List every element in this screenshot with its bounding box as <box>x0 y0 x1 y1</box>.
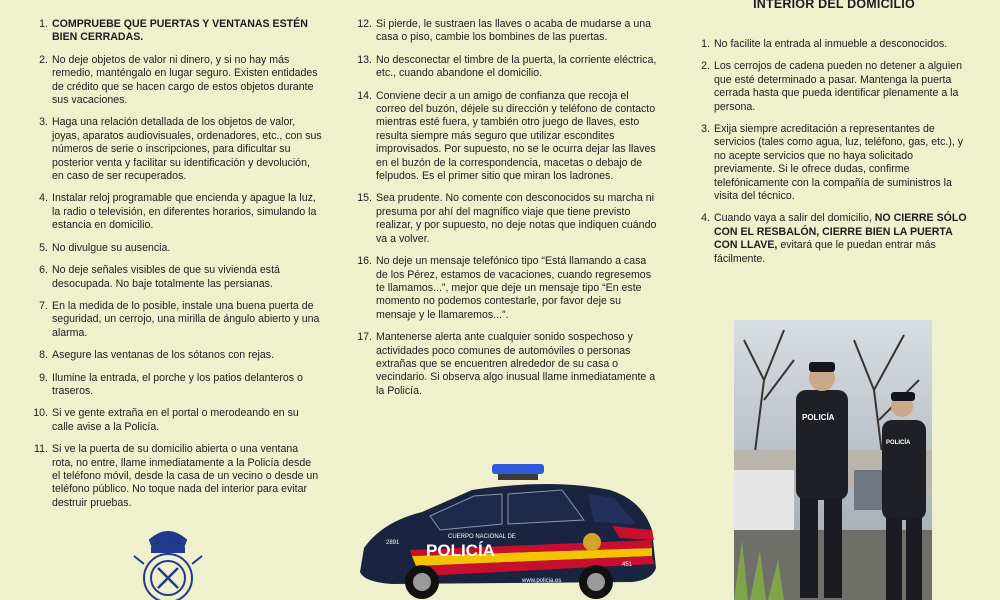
list-item: 7. En la medida de lo posible, instale una buena puerta de seguridad, un cerrojo, una mirilla de ángulo abierto y una alarma. <box>39 299 320 339</box>
list-item: 4. Instalar reloj programable que encienda y apague la luz, la radio o televisión, en diferentes horarios, simulando la estancia en domicilio. <box>39 192 317 232</box>
list-item: 1. COMPRUEBE QUE PUERTAS Y VENTANAS ESTÉN BIEN CERRADAS. <box>39 18 308 44</box>
list-item: 15. Sea prudente. No comente con desconocidos su marcha ni presuma por ahí del magnífico viaje que tiene previsto realizar, y por supuesto, no deje notas que indiquen cuándo va a volver. <box>357 192 657 245</box>
list-item: 6. No deje señales visibles de que su vivienda está desocupada. No baje totalmente las persianas. <box>39 264 280 290</box>
list-item: 1. No facilite la entrada al inmueble a desconocidos. <box>701 38 948 50</box>
list-item: 3. Exija siempre acreditación a representantes de servicios (tales como agua, luz, teléfono, gas, etc.), y no acepte servicios que no haya solicitado previamente. Si le ofrece dudas, confirme telefónicamente con la compañía de suministros la visita del técnico. <box>701 123 964 203</box>
list-right <box>692 38 976 266</box>
list-item: 13. No desconectar el timbre de la puerta, la corriente eléctrica, etc., cuando abandone el domicilio. <box>357 53 657 80</box>
police-officers-photo <box>734 320 932 600</box>
column-right <box>692 0 976 275</box>
list-left <box>30 18 322 510</box>
police-emblem-icon <box>128 526 208 600</box>
list-item: 2. No deje objetos de valor ni dinero, y si no hay más remedio, manténgalo en lugar seguro. Existen entidades de crédito que se hacen cargo de estos objetos durante sus vacaciones. <box>39 53 318 107</box>
list-item: 12. Si pierde, le sustraen las llaves o acaba de mudarse a una casa o piso, cambie los bombines de las puertas. <box>357 18 652 44</box>
list-item: 14. Conviene decir a un amigo de confianza que recoja el correo del buzón, déjele su dirección y teléfono de contacto mientras esté fuera, y también otro juego de llaves, esto resulta siempre más seguro que utilizar escondites improvisados. Por supuesto, no se le ocurra dejar las llaves en el buzón de la correspondencia, macetas o debajo de felpudos. Es el primer sitio que miran los ladrones. <box>357 89 656 183</box>
list-item: 4. Cuando vaya a salir del domicilio, NO CIERRE SÓLO CON EL RESBALÓN, CIERRE BIEN LA PUERTA CON LLAVE, evitará que le puedan entrar más fácilmente. <box>701 212 967 265</box>
list-item: 10. Si ve gente extraña en el portal o merodeando en su calle avise a la Policía. <box>33 407 299 433</box>
car-web: www.policia.es <box>522 578 562 584</box>
list-item: 17. Mantenerse alerta ante cualquier sonido sospechoso y actividades poco comunes de automóviles o personas extrañas que se encuentren alrededor de su casa o vecindario. Si observa algo inusual llame inmediatamente a la Policía. <box>357 331 656 397</box>
car-label: POLICÍA <box>426 541 495 560</box>
column-middle <box>354 0 658 407</box>
list-item: 9. Ilumine la entrada, el porche y los patios delanteros o traseros. <box>39 371 303 397</box>
list-item: 2. Los cerrojos de cadena pueden no detener a alguien que esté determinado a pasar. Mantenga la puerta cerrada hasta que pueda identificar plenamente a la persona. <box>701 60 962 113</box>
car-number: 2891 <box>386 540 400 546</box>
list-item: 3. Haga una relación detallada de los objetos de valor, joyas, aparatos audiovisuales, ordenadores, etc., con sus números de serie o inscripciones, para dificultar su posterior venta y facilitar su identificación y devolución, en caso de ser recuperados. <box>39 116 322 183</box>
list-item: 5. No divulgue su ausencia. <box>39 241 171 254</box>
list-middle <box>354 18 658 398</box>
list-item: 8. Asegure las ventanas de los sótanos con rejas. <box>39 349 275 362</box>
column-left <box>30 0 322 519</box>
car-unit: 451 <box>622 562 633 568</box>
police-car-image <box>352 460 662 600</box>
section-title: INTERIOR DEL DOMICILIO <box>753 0 915 11</box>
officer-badge: POLICÍA <box>886 440 911 446</box>
officer-badge: POLICÍA <box>802 413 835 422</box>
car-small-text: CUERPO NACIONAL DE <box>448 534 516 540</box>
list-item: 11. Si ve la puerta de su domicilio abierta o una ventana rota, no entre, llame inmediatamente a la Policía desde el teléfono móvil, desde la casa de un vecino o desde un teléfono público. No toque nada del interior para evitar destruir pruebas. <box>34 443 319 509</box>
list-item: 16. No deje un mensaje telefónico tipo “Está llamando a casa de los Pérez, estamos de vacaciones, cuando regresemos te llamamos...”, mejor que deje un mensaje tipo “En este momento no podemos contestarle, por favor deje su mensaje y le llamaremos...”. <box>357 255 651 321</box>
